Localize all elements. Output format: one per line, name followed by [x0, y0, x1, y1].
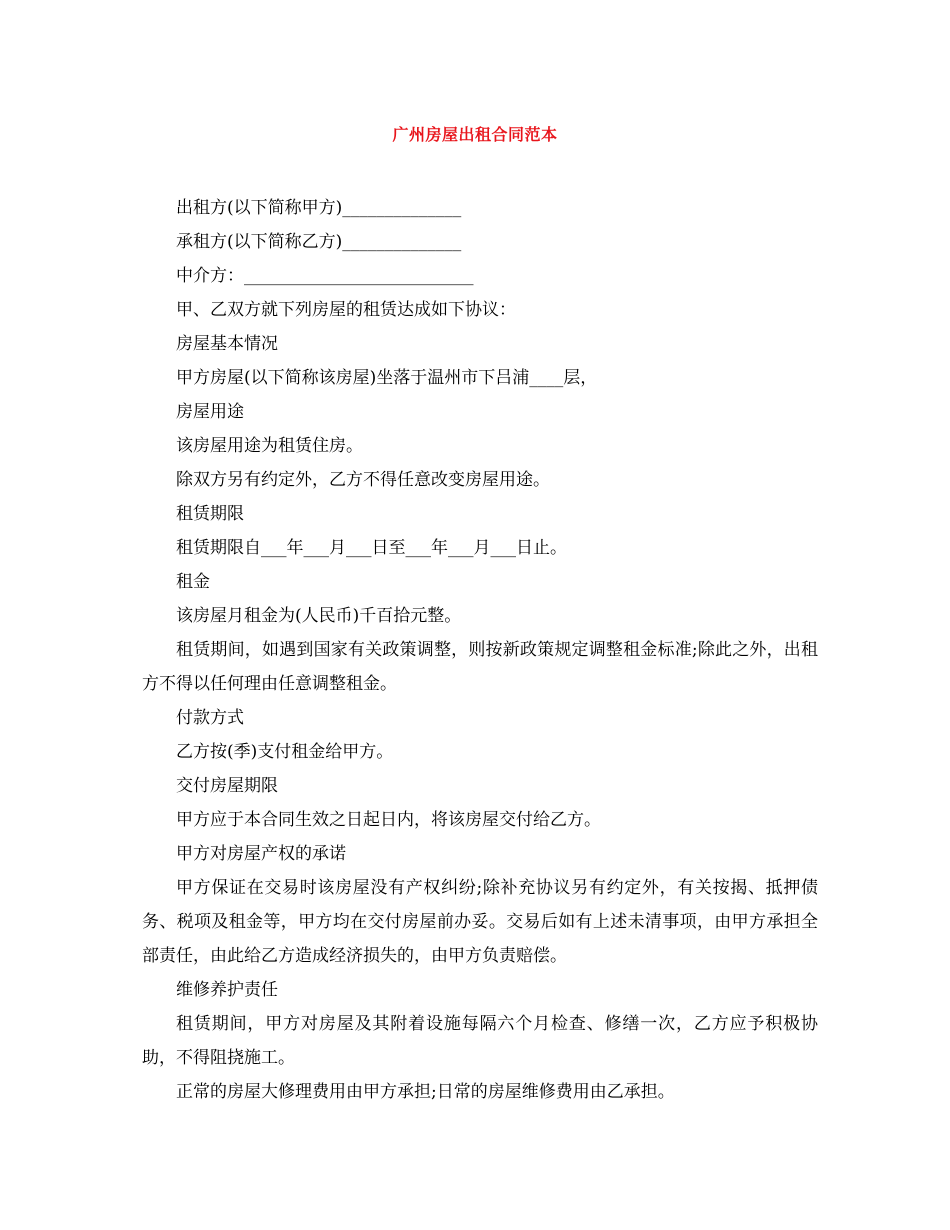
paragraph-lessee: 承租方(以下简称乙方)______________	[176, 232, 462, 252]
paragraph-property-use: 该房屋用途为租赁住房。	[176, 436, 363, 456]
heading-rent: 租金	[176, 572, 210, 592]
heading-property-info: 房屋基本情况	[176, 334, 278, 354]
heading-maintenance: 维修养护责任	[176, 980, 278, 1000]
heading-delivery-deadline: 交付房屋期限	[176, 776, 278, 796]
document-body	[142, 191, 818, 1109]
paragraph-agreement-intro: 甲、乙双方就下列房屋的租赁达成如下协议：	[176, 300, 516, 320]
paragraph-payment-method: 乙方按(季)支付租金给甲方。	[176, 742, 394, 762]
paragraph-use-restriction: 除双方另有约定外，乙方不得任意改变房屋用途。	[176, 470, 550, 490]
heading-property-rights: 甲方对房屋产权的承诺	[176, 844, 346, 864]
paragraph-delivery-deadline: 甲方应于本合同生效之日起日内，将该房屋交付给乙方。	[176, 810, 601, 830]
paragraph-agent: 中介方：___________________________	[176, 266, 474, 286]
heading-payment-method: 付款方式	[176, 708, 244, 728]
paragraph-rent-amount: 该房屋月租金为(人民币)千百拾元整。	[176, 606, 462, 626]
paragraph-maintenance-costs: 正常的房屋大修理费用由甲方承担;日常的房屋维修费用由乙承担。	[176, 1082, 675, 1102]
heading-property-use: 房屋用途	[176, 402, 244, 422]
paragraph-lease-term: 租赁期限自___年___月___日至___年___月___日止。	[176, 538, 567, 558]
paragraph-property-location: 甲方房屋(以下简称该房屋)坐落于温州市下吕浦____层，	[176, 368, 598, 388]
paragraph-property-rights: 甲方保证在交易时该房屋没有产权纠纷;除补充协议另有约定外，有关按揭、抵押债务、税项及租金等，甲方均在交付房屋前办妥。交易后如有上述未清事项，由甲方承担全部责任，由此给乙方造成经济损失的，由甲方负责赔偿。	[142, 878, 818, 966]
paragraph-rent-adjustment: 租赁期间，如遇到国家有关政策调整，则按新政策规定调整租金标准;除此之外，出租方不得以任何理由任意调整租金。	[142, 640, 818, 694]
document-title: 广州房屋出租合同范本	[392, 125, 558, 144]
heading-lease-term: 租赁期限	[176, 504, 244, 524]
paragraph-maintenance-inspection: 租赁期间，甲方对房屋及其附着设施每隔六个月检查、修缮一次，乙方应予积极协助，不得阻挠施工。	[142, 1014, 818, 1068]
paragraph-lessor: 出租方(以下简称甲方)______________	[176, 198, 462, 218]
